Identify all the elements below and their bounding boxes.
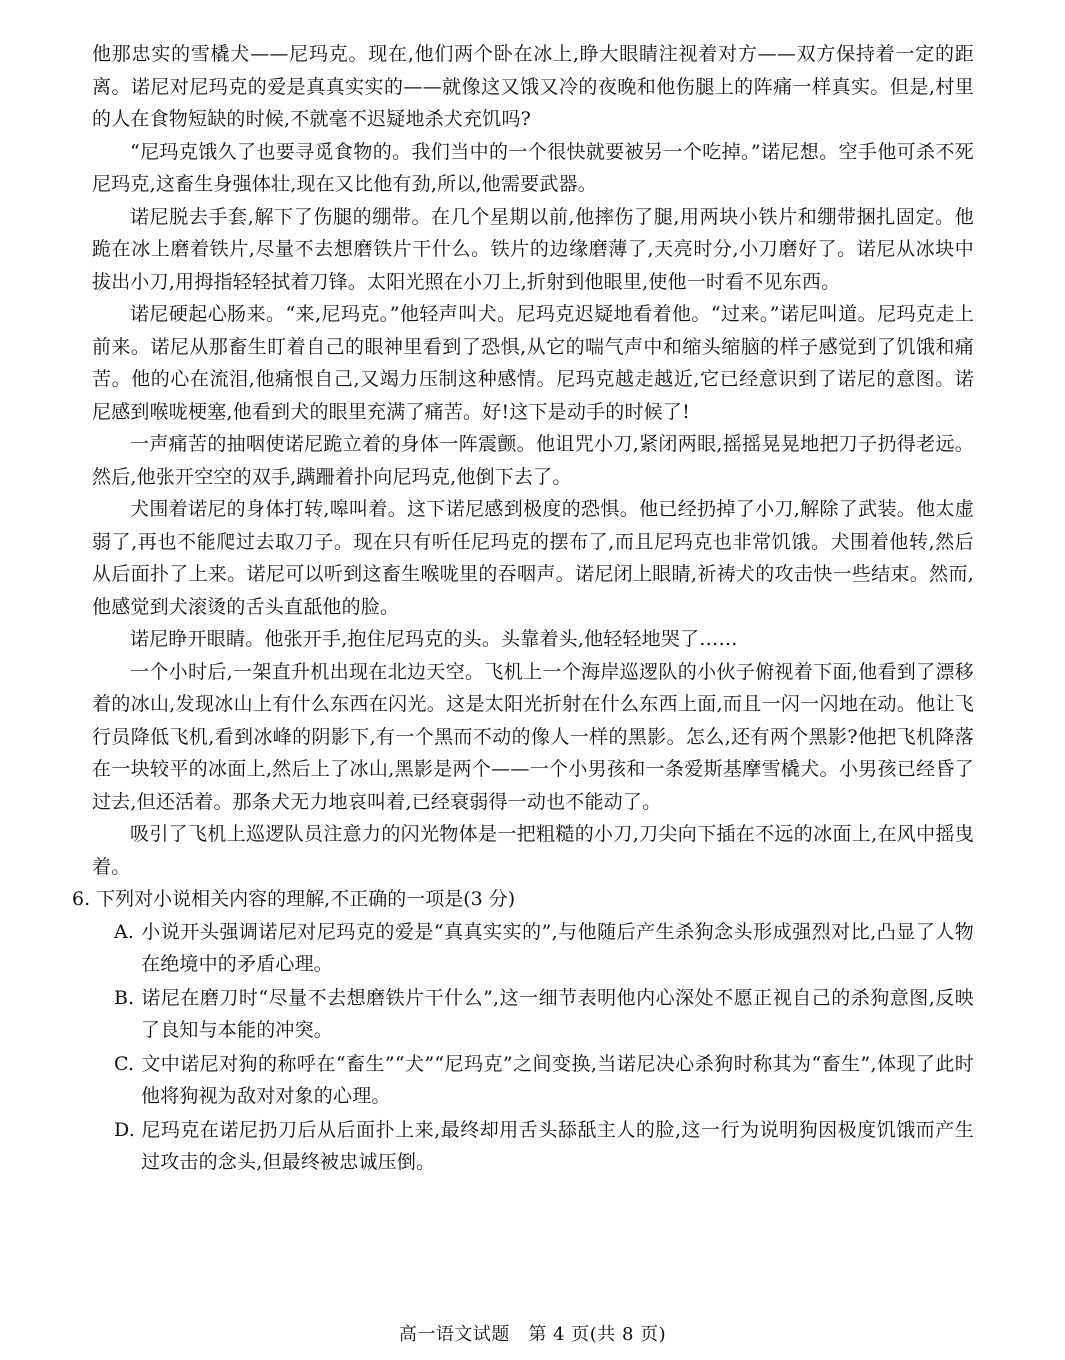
passage-paragraph-7: 诺尼睁开眼睛。他张开手,抱住尼玛克的头。头靠着头,他轻轻地哭了……	[130, 628, 738, 650]
passage-paragraph-8: 一个小时后,一架直升机出现在北边天空。飞机上一个海岸巡逻队的小伙子俯视着下面,他看到了漂移着的冰山,发现冰山上有什么东西在闪光。这是太阳光折射在什么东西上面,而且一闪一闪地在动。他让飞行员降低飞机,看到冰峰的阴影下,有一个黑而不动的像人一样的黑影。怎么,还有两个黑影?他把飞机降落在一块较平的冰面上,然后上了冰山,黑影是两个——一个小男孩和一条爱斯基摩雪橇犬。小男孩已经昏了过去,但还活着。那条犬无力地哀叫着,已经衰弱得一动也不能动了。	[92, 660, 974, 813]
option-text: 小说开头强调诺尼对尼玛克的爱是“真真实实的”,与他随后产生杀狗念头形成强烈对比,凸显了人物在绝境中的矛盾心理。	[141, 920, 974, 975]
answer-options	[92, 916, 974, 1179]
passage-paragraph-6: 犬围着诺尼的身体打转,嗥叫着。这下诺尼感到极度的恐惧。他已经扔掉了小刀,解除了武装。他太虚弱了,再也不能爬过去取刀子。现在只有听任尼玛克的摆布了,而且尼玛克也非常饥饿。犬围着他转,然后从后面扑了上来。诺尼可以听到这畜生喉咙里的吞咽声。诺尼闭上眼睛,祈祷犬的攻击快一些结束。然而,他感觉到犬滚烫的舌头直舐他的脸。	[92, 498, 974, 618]
passage-paragraph-3: 诺尼脱去手套,解下了伤腿的绷带。在几个星期以前,他摔伤了腿,用两块小铁片和绷带捆扎固定。他跪在冰上磨着铁片,尽量不去想磨铁片干什么。铁片的边缘磨薄了,天亮时分,小刀磨好了。诺尼从冰块中拔出小刀,用拇指轻轻拭着刀锋。太阳光照在小刀上,折射到他眼里,使他一时看不见东西。	[92, 205, 974, 293]
option-text: 文中诺尼对狗的称呼在“畜生”“犬”“尼玛克”之间变换,当诺尼决心杀狗时称其为“畜生”,体现了此时他将狗视为敌对对象的心理。	[141, 1052, 974, 1107]
option-text: 尼玛克在诺尼扔刀后从后面扑上来,最终却用舌头舔舐主人的脸,这一行为说明狗因极度饥饿而产生过攻击的念头,但最终被忠诚压倒。	[141, 1118, 974, 1173]
option-letter: D.	[114, 1118, 135, 1141]
question-stem: 6. 下列对小说相关内容的理解,不正确的一项是(3 分)	[72, 888, 516, 910]
passage-paragraph-9: 吸引了飞机上巡逻队员注意力的闪光物体是一把粗糙的小刀,刀尖向下插在不远的冰面上,在风中摇曳着。	[92, 823, 974, 878]
option-c	[114, 1048, 974, 1113]
option-letter: A.	[114, 920, 135, 943]
option-letter: B.	[114, 986, 135, 1009]
option-letter: C.	[114, 1052, 135, 1075]
option-d	[114, 1114, 974, 1179]
option-a	[114, 916, 974, 981]
option-text: 诺尼在磨刀时“尽量不去想磨铁片干什么”,这一细节表明他内心深处不愿正视自己的杀狗意图,反映了良知与本能的冲突。	[141, 986, 974, 1041]
page-footer: 高一语文试题 第 4 页(共 8 页)	[398, 1324, 667, 1345]
question-6	[72, 883, 974, 1179]
reading-passage	[92, 38, 974, 883]
passage-paragraph-2: “尼玛克饿久了也要寻觅食物的。我们当中的一个很快就要被另一个吃掉。”诺尼想。空手他可杀不死尼玛克,这畜生身强体壮,现在又比他有劲,所以,他需要武器。	[92, 140, 974, 195]
passage-paragraph-5: 一声痛苦的抽咽使诺尼跪立着的身体一阵震颤。他诅咒小刀,紧闭两眼,摇摇晃晃地把刀子扔得老远。然后,他张开空空的双手,蹒跚着扑向尼玛克,他倒下去了。	[92, 433, 974, 488]
exam-page	[72, 38, 974, 1180]
passage-paragraph-4: 诺尼硬起心肠来。“来,尼玛克。”他轻声叫犬。尼玛克迟疑地看着他。“过来。”诺尼叫道。尼玛克走上前来。诺尼从那畜生盯着自己的眼神里看到了恐惧,从它的喘气声中和缩头缩脑的样子感觉到了饥饿和痛苦。他的心在流泪,他痛恨自己,又竭力压制这种感情。尼玛克越走越近,它已经意识到了诺尼的意图。诺尼感到喉咙梗塞,他看到犬的眼里充满了痛苦。好!这下是动手的时候了!	[92, 303, 974, 423]
passage-paragraph-1: 他那忠实的雪橇犬——尼玛克。现在,他们两个卧在冰上,睁大眼睛注视着对方——双方保持着一定的距离。诺尼对尼玛克的爱是真真实实的——就像这又饿又冷的夜晚和他伤腿上的阵痛一样真实。但是,村里的人在食物短缺的时候,不就毫不迟疑地杀犬充饥吗?	[92, 43, 974, 130]
option-b	[114, 982, 974, 1047]
